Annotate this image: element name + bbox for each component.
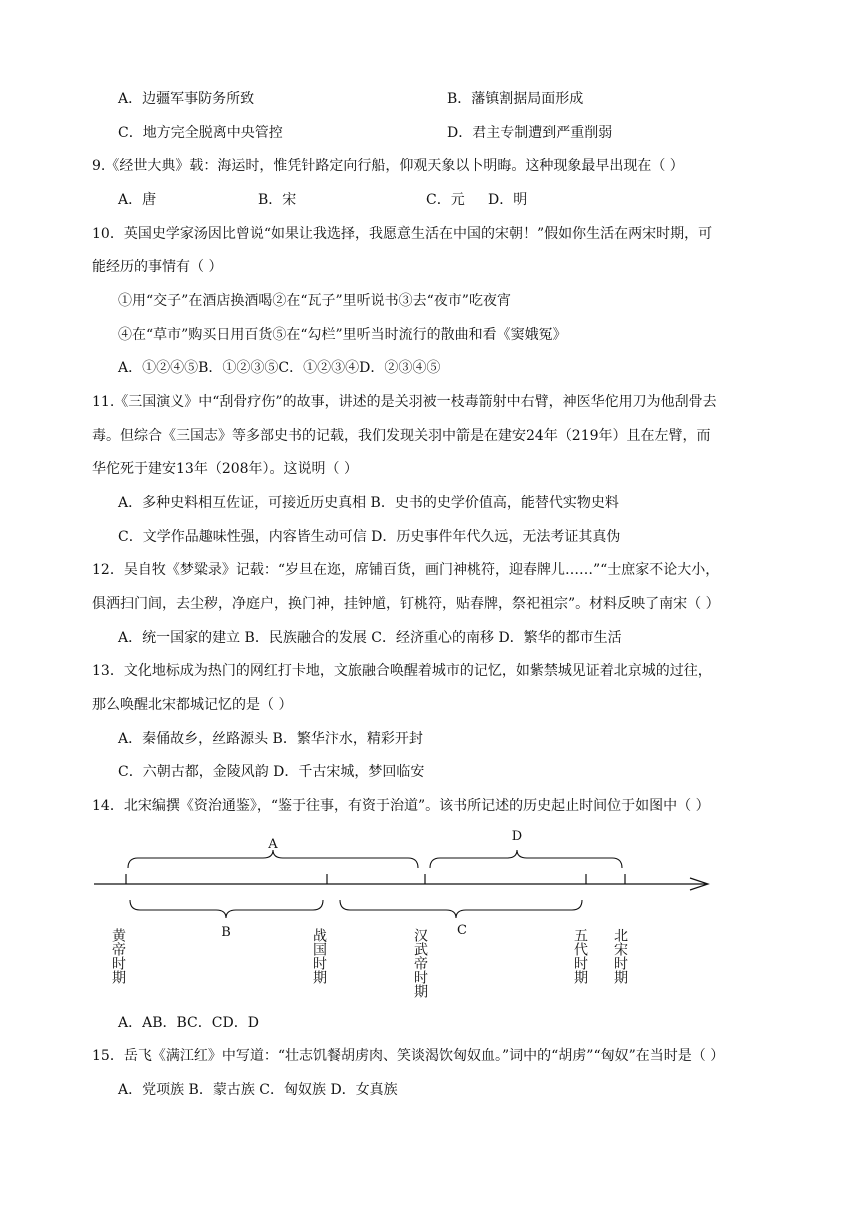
period-label-huangdi: 黄帝时期 <box>110 928 126 984</box>
brace-c-label: C <box>457 923 467 938</box>
q10-stem-line-2: 能经历的事情有（ ） <box>92 259 223 275</box>
q14-options: A．AB．BC．CD．D <box>118 1015 259 1031</box>
q13-options-cd: C．六朝古都，金陵风韵 D．千古宋城，梦回临安 <box>118 764 425 780</box>
q15-stem: 15．岳飞《满江红》中写道：“壮志饥餐胡虏肉、笑谈渴饮匈奴血。”词中的“胡虏”“匈奴”在当时是（ ） <box>92 1048 725 1064</box>
q9-stem: 9.《经世大典》载：海运时，惟凭针路定向行船，仰观天象以卜明晦。这种现象最早出现在（ ） <box>92 158 684 174</box>
brace-a <box>128 850 418 868</box>
q9-option-a: A．唐 <box>118 192 157 208</box>
period-label-wudai: 五代时期 <box>572 928 588 984</box>
q11-options-ab: A．多种史料相互佐证，可接近历史真相 B．史书的史学价值高，能替代实物史料 <box>118 495 619 511</box>
q9-option-c: C．元 <box>426 192 465 208</box>
q15-options: A．党项族 B．蒙古族 C．匈奴族 D．女真族 <box>118 1082 398 1098</box>
brace-d <box>430 850 622 868</box>
q8-option-b: B．藩镇割据局面形成 <box>447 91 584 107</box>
brace-c <box>340 900 582 918</box>
q10-item-line-1: ①用“交子”在酒店换酒喝②在“瓦子”里听说书③去“夜市”吃夜宵 <box>118 293 511 309</box>
q13-stem-line-2: 那么唤醒北宋都城记忆的是（ ） <box>92 697 293 713</box>
q10-options: A．①②④⑤B．①②③⑤C．①②③④D．②③④⑤ <box>118 360 441 376</box>
brace-b <box>130 900 323 918</box>
q14-timeline-diagram <box>0 820 860 1010</box>
q12-options: A．统一国家的建立 B．民族融合的发展 C．经济重心的南移 D．繁华的都市生活 <box>118 630 622 646</box>
q11-stem-line-3: 华佗死于建安13年（208年）。这说明（ ） <box>92 461 358 477</box>
q11-stem-line-1: 11.《三国演义》中“刮骨疗伤”的故事，讲述的是关羽被一枝毒箭射中右臂，神医华佗用刀为他刮骨去 <box>92 394 717 410</box>
q12-stem-line-1: 12．吴自牧《梦粱录》记载：“岁旦在迩，席铺百货，画门神桃符，迎春牌儿……”“士庶家不论大小， <box>92 562 720 578</box>
q8-option-c: C．地方完全脱离中央管控 <box>118 125 283 141</box>
q8-option-a: A．边疆军事防务所致 <box>118 91 255 107</box>
period-label-zhanguo: 战国时期 <box>311 928 327 984</box>
q10-item-line-2: ④在“草市”购买日用百货⑤在“勾栏”里听当时流行的散曲和看《窦娥冤》 <box>118 327 567 343</box>
brace-a-label: A <box>268 837 278 852</box>
q12-stem-line-2: 俱洒扫门闾，去尘秽，净庭户，换门神，挂钟馗，钉桃符，贴春牌，祭祀祖宗”。材料反映了南宋（ ） <box>92 596 720 612</box>
q13-stem-line-1: 13．文化地标成为热门的网红打卡地，文旅融合唤醒着城市的记忆，如紫禁城见证着北京城的过往， <box>92 663 712 679</box>
q10-stem-line-1: 10．英国史学家汤因比曾说“如果让我选择，我愿意生活在中国的宋朝！”假如你生活在两宋时期，可 <box>92 226 713 242</box>
period-label-hanwudi: 汉武帝时期 <box>412 928 428 998</box>
brace-d-label: D <box>511 829 523 844</box>
period-label-beisong: 北宋时期 <box>612 928 628 984</box>
q11-options-cd: C．文学作品趣味性强，内容皆生动可信 D．历史事件年代久远，无法考证其真伪 <box>118 529 621 545</box>
q9-option-d: D．明 <box>488 192 528 208</box>
q9-option-b: B．宋 <box>258 192 297 208</box>
q14-stem: 14．北宋编撰《资治通鉴》，“鉴于往事，有资于治道”。该书所记述的历史起止时间位于如图中（ ） <box>92 798 710 814</box>
q11-stem-line-2: 毒。但综合《三国志》等多部史书的记载，我们发现关羽中箭是在建安24年（219年）且在左臂，而 <box>92 428 711 444</box>
q13-options-ab: A．秦俑故乡，丝路源头 B．繁华汴水，精彩开封 <box>118 731 423 747</box>
brace-b-label: B <box>221 925 231 940</box>
q8-option-d: D．君主专制遭到严重削弱 <box>447 125 613 141</box>
